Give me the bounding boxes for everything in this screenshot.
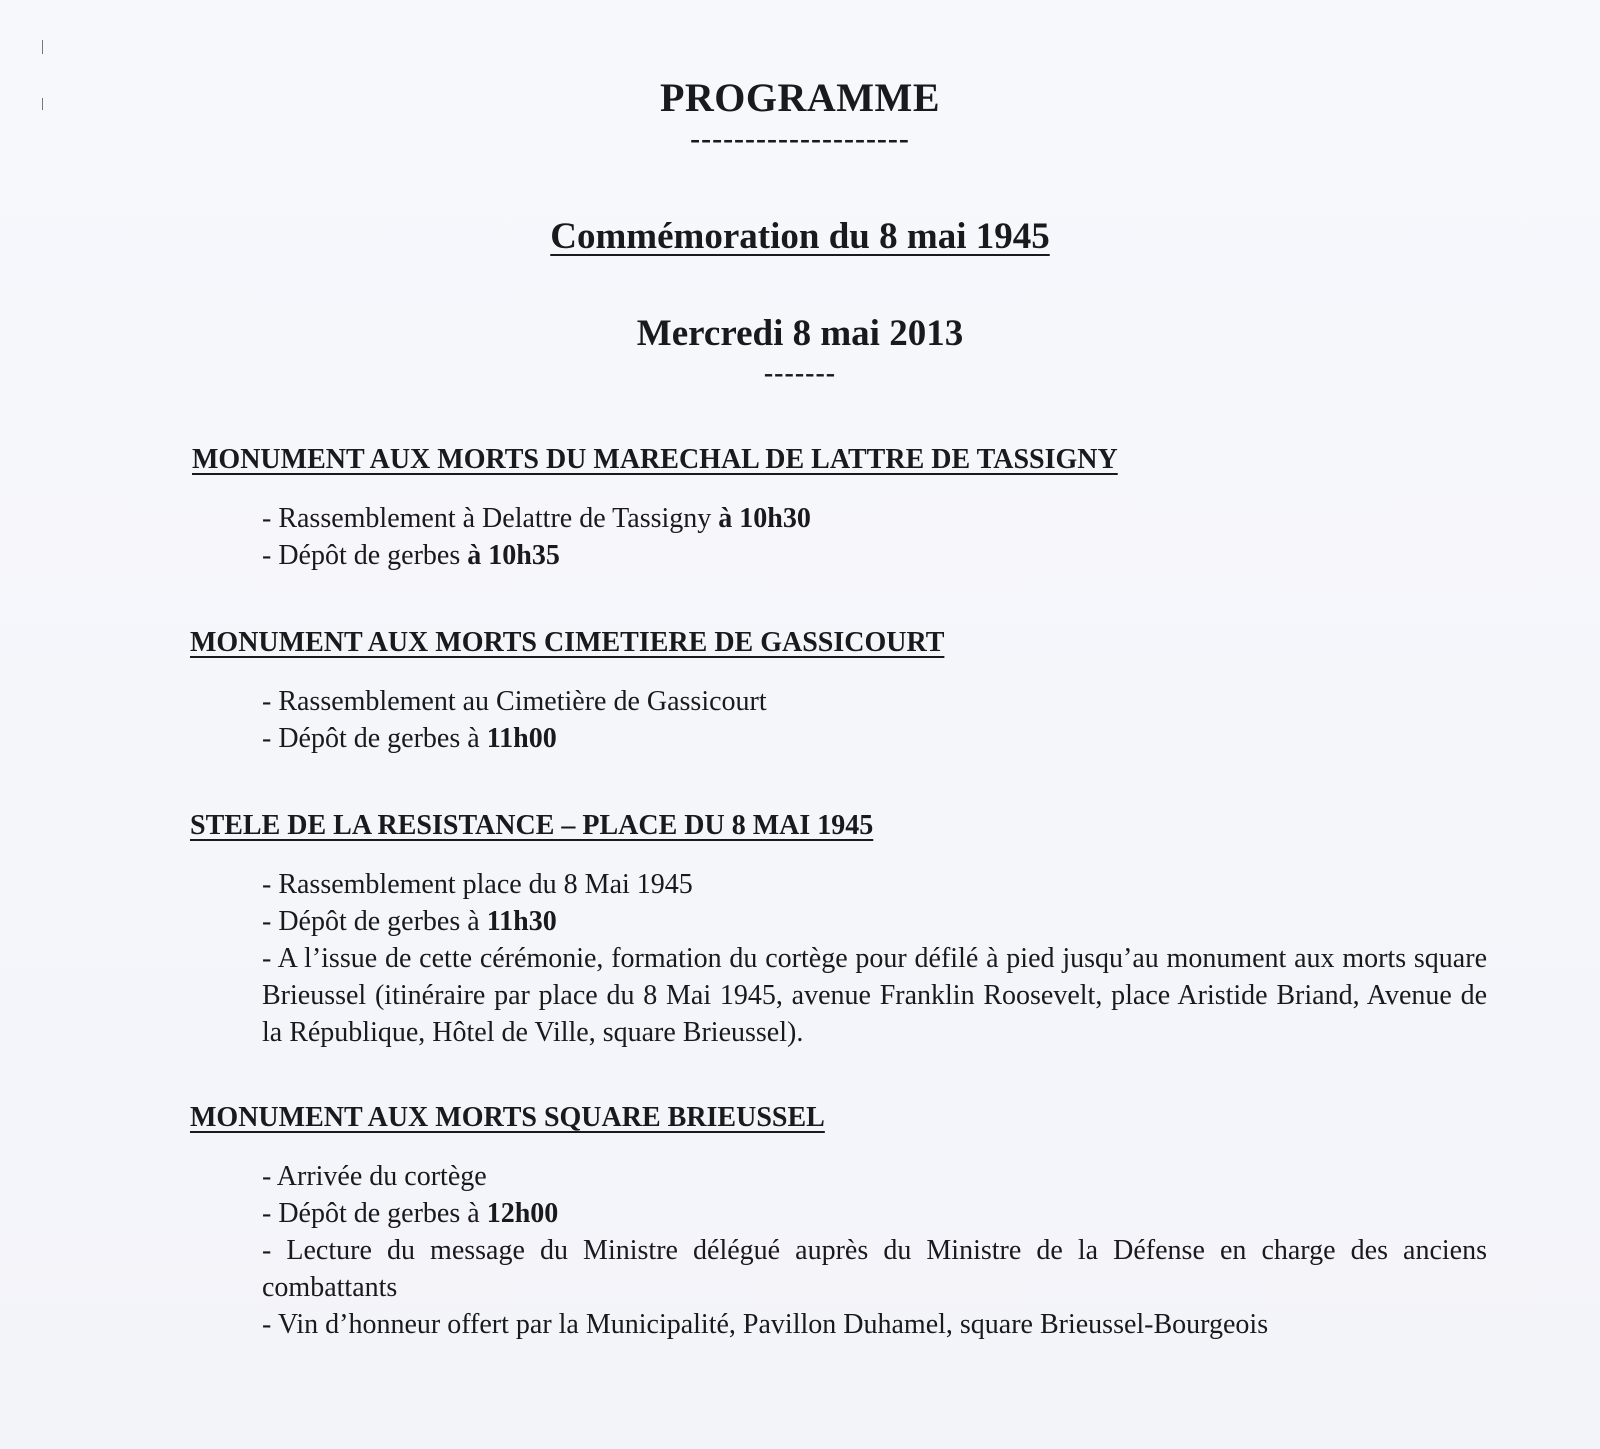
item-text: - Dépôt de gerbes à — [262, 1198, 487, 1229]
item-text: - Rassemblement au Cimetière de Gassicourt — [262, 686, 767, 717]
item-text: - Lecture du message du Ministre délégué auprès du Ministre de la Défense en charge des anciens combattants — [262, 1235, 1487, 1303]
event-date: Mercredi 8 mai 2013 — [636, 313, 964, 354]
item-text: - Dépôt de gerbes à — [262, 723, 487, 754]
document-subtitle — [0, 215, 1600, 258]
item-time: 11h30 — [486, 906, 557, 937]
item-text: - Arrivée du cortège — [262, 1161, 487, 1192]
document-title: PROGRAMME — [659, 75, 940, 120]
list-item — [262, 940, 1487, 1051]
list-item — [262, 1232, 1487, 1306]
item-time: à 10h35 — [467, 540, 560, 571]
date-separator: ------- — [763, 358, 837, 389]
section-cimetiere-gassicourt — [190, 627, 1490, 757]
list-item — [262, 500, 1487, 537]
scan-artifact — [42, 40, 43, 54]
list-item — [262, 1306, 1487, 1343]
item-text: - Dépôt de gerbes — [262, 540, 468, 571]
section-square-brieussel — [190, 1102, 1490, 1343]
section-items — [262, 683, 1487, 757]
list-item — [262, 903, 1487, 940]
section-stele-resistance — [190, 810, 1490, 1051]
section-monument-de-lattre — [190, 444, 1490, 574]
list-item — [262, 1195, 1487, 1232]
title-separator: -------------------- — [690, 122, 910, 155]
list-item — [262, 720, 1487, 757]
section-items — [262, 500, 1487, 574]
subtitle-text: Commémoration du 8 mai 1945 — [550, 216, 1050, 257]
item-text: - Vin d’honneur offert par la Municipalité, Pavillon Duhamel, square Brieussel-Bourgeois — [262, 1309, 1269, 1340]
item-text: - A l’issue de cette cérémonie, formation du cortège pour défilé à pied jusqu’au monument aux morts square Brieussel (itinéraire par place du 8 Mai 1945, avenue Franklin Roosevelt, place Aristide Briand, Avenue de la République, Hôtel de Ville, square Brieussel). — [262, 943, 1487, 1048]
list-item — [262, 1158, 1487, 1195]
section-heading: MONUMENT AUX MORTS CIMETIERE DE GASSICOURT — [190, 627, 945, 658]
section-items — [262, 866, 1487, 1051]
section-heading: MONUMENT AUX MORTS DU MARECHAL DE LATTRE DE TASSIGNY — [192, 444, 1118, 475]
section-heading: STELE DE LA RESISTANCE – PLACE DU 8 MAI 1945 — [190, 810, 874, 841]
section-heading: MONUMENT AUX MORTS SQUARE BRIEUSSEL — [190, 1102, 825, 1133]
item-time: à 10h30 — [718, 503, 811, 534]
list-item — [262, 866, 1487, 903]
section-items — [262, 1158, 1487, 1343]
item-time: 11h00 — [486, 723, 557, 754]
list-item — [262, 683, 1487, 720]
item-time: 12h00 — [486, 1198, 559, 1229]
item-text: - Rassemblement place du 8 Mai 1945 — [262, 869, 693, 900]
item-text: - Rassemblement à Delattre de Tassigny — [262, 503, 719, 534]
item-text: - Dépôt de gerbes à — [262, 906, 487, 937]
list-item — [262, 537, 1487, 574]
